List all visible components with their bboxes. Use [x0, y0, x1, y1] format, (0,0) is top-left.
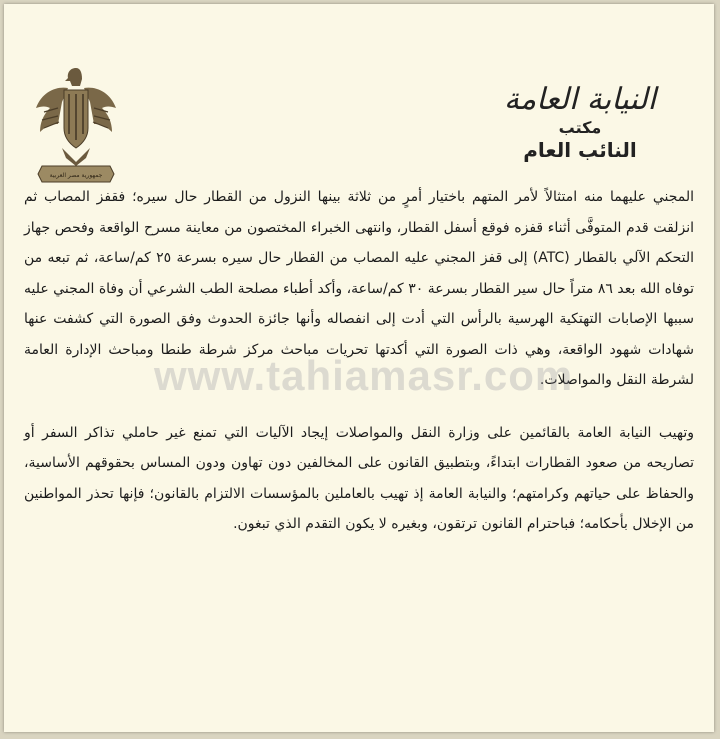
office-word: مكتب [558, 118, 602, 137]
office-name: النيابة العامة [504, 82, 656, 117]
document-page [4, 4, 714, 732]
paragraph-appeal: وتهيب النيابة العامة بالقائمين على وزارة النقل والمواصلات إيجاد الآليات التي تمنع غير حاملي تذاكر السفر أو تصاريحه من صعود القطارات ابتداءً، وبتطبيق القانون على المخالفين دون تهاون ودون المساس بحقوقهم الأساسية، والحفاظ على حياتهم وكرامتهم؛ والنيابة العامة إذ تهيب بالعاملين بالمؤسسات الالتزام بالقانون؛ فإنها تحذر المواطنين من الإخلال بأحكامه؛ فباحترام القانون ترتقون، وبغيره لا يكون التقدم الذي تبغون. [24, 424, 694, 532]
office-title: النائب العام [523, 138, 637, 162]
svg-text:جمهورية مصر العربية: جمهورية مصر العربية [49, 172, 103, 179]
site-watermark: www.tahiamasr.com [154, 352, 574, 399]
paragraph-incident: المجني عليهما منه امتثالاً لأمر المتهم باختيار أمرٍ من ثلاثة بينها النزول من القطار حال سيره؛ فقفز المصاب ثم انزلقت قدم المتوفَّى أثناء قفزه فوقع أسفل القطار، وانتهى الخبراء المختصون من معاينة مسرح الواقعة وفحص جهاز التحكم الآلي بالقطار (ATC) إلى قفز المجني عليه المصاب من القطار حال سيره بسرعة ٢٥ كم/ساعة، ثم تبعه من توفاه الله بعد ٨٦ متراً حال سير القطار بسرعة ٣٠ كم/ساعة، وأكد أطباء مصلحة الطب الشرعي أن وفاة المجني عليه سببها الإصابات التهتكية الهرسية بالرأس التي أدت إلى انفصاله وأنها جائزة الحدوث وفق الصورة التي كشفت عنها شهادات شهود الواقعة، وهي ذات الصورة التي أكدتها تحريات مباحث مركز شرطة طنطا ومباحث الإدارة العامة لشرطة النقل والمواصلات. [24, 189, 695, 388]
letterhead [4, 4, 714, 179]
eagle-emblem-icon [32, 62, 120, 186]
office-heading [490, 82, 670, 162]
